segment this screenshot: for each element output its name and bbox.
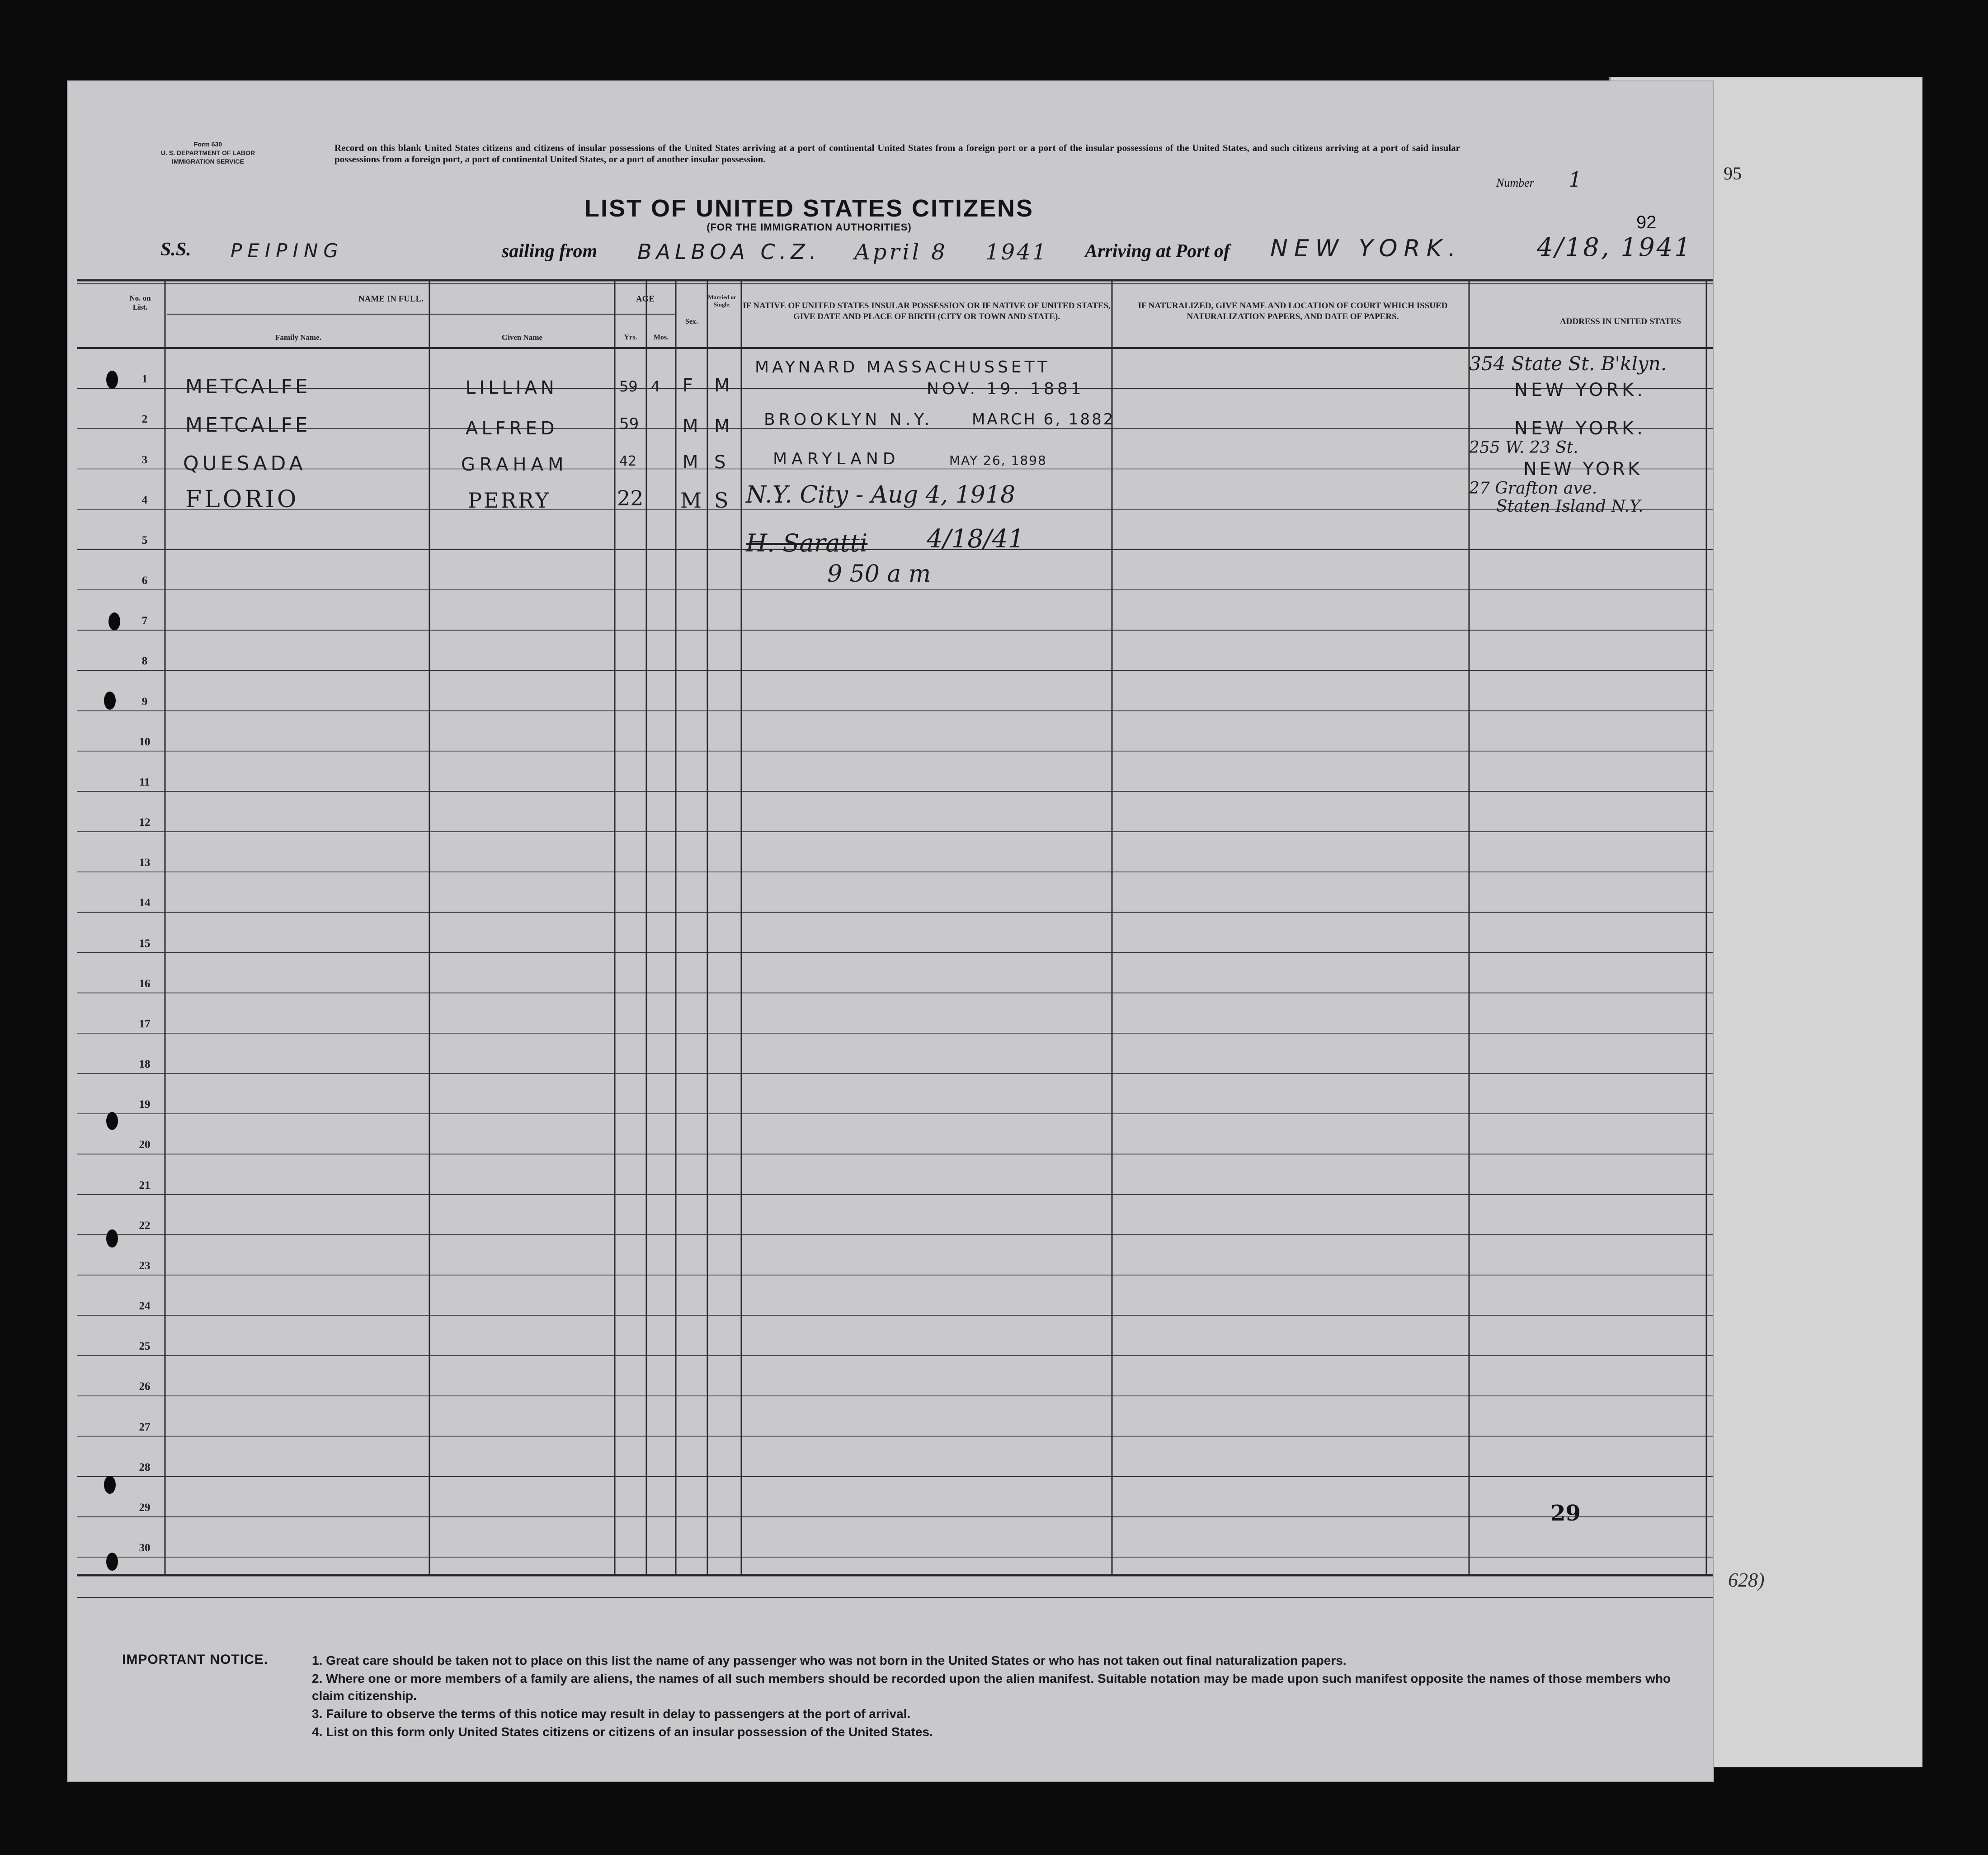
header-name-in-full: NAME IN FULL. (358, 294, 424, 304)
notice-item-1: 1. Great care should be taken not to place on this list the name of any passenger who was not born in the United States or who has not taken out final naturalization papers. (312, 1653, 1347, 1667)
punch-hole (106, 1112, 118, 1130)
punch-hole (108, 612, 120, 631)
row-number: 19 (139, 1098, 151, 1111)
row3-family: QUESADA (183, 452, 306, 475)
row2-birth-place: BROOKLYN N.Y. (764, 410, 933, 429)
year-sailed: 1941 (985, 240, 1048, 265)
row4-addr2: Staten Island N.Y. (1496, 497, 1644, 516)
row3-addr2: NEW YORK (1523, 459, 1643, 480)
record-instructions: Record on this blank United States citizens and citizens of insular possessions of the United States arriving at a port of continental United States from a foreign port or a port of the insular possessions of the United States, and such citizens arriving at a port of said insular possessions from a foreign port, a port of continental United States, or a port of another insular possession. (334, 142, 1460, 165)
manifest-table-grid (68, 81, 1713, 1781)
row4-sex: M (680, 488, 702, 513)
row2-birth-date: MARCH 6, 1882 (972, 410, 1115, 428)
punch-hole (106, 1229, 118, 1248)
service: IMMIGRATION SERVICE (172, 158, 244, 165)
header-family-name: Family Name. (275, 333, 321, 342)
row1-family: METCALFE (185, 375, 311, 398)
row-number: 18 (139, 1058, 151, 1070)
row-number: 21 (139, 1179, 151, 1191)
back-page-number: 95 (1724, 163, 1742, 184)
header-address: ADDRESS IN UNITED STATES (1559, 317, 1681, 326)
row3-given: GRAHAM (461, 454, 568, 475)
row1-age: 59 (619, 378, 638, 395)
arriving-label: Arriving at Port of (1085, 241, 1230, 262)
stamp-number: 92 (1636, 212, 1657, 232)
row-number: 9 (141, 695, 148, 708)
row-number: 28 (139, 1461, 151, 1474)
row1-sex: F (683, 375, 693, 396)
row4-family: FLORIO (185, 486, 299, 513)
number-label: Number (1496, 176, 1534, 189)
row3-age: 42 (619, 453, 637, 469)
ss-label: S.S. (160, 239, 191, 260)
row-number: 30 (139, 1542, 151, 1554)
row3-birth-date: MAY 26, 1898 (949, 453, 1047, 468)
header-no-on-list: No. on List. (129, 294, 151, 311)
inspector-signature: H. Saratti (746, 529, 868, 557)
row3-ms: S (714, 452, 726, 473)
notice-label: IMPORTANT NOTICE. (122, 1652, 269, 1667)
sailing-from-label: sailing from (502, 241, 598, 262)
row1-addr2: NEW YORK. (1514, 380, 1646, 400)
row2-sex: M (683, 416, 698, 437)
row-number: 15 (139, 937, 151, 950)
row-number: 22 (139, 1219, 151, 1232)
row1-addr1: 354 State St. B'klyn. (1469, 353, 1667, 375)
row-number: 27 (139, 1421, 151, 1433)
row-number: 3 (141, 453, 148, 466)
port-from: BALBOA C.Z. (637, 240, 821, 264)
header-age: AGE (636, 294, 655, 304)
department: U. S. DEPARTMENT OF LABOR (160, 149, 255, 156)
punch-hole (104, 692, 116, 710)
row4-birth-place: N.Y. City - Aug 4, 1918 (746, 481, 1016, 508)
page-title: LIST OF UNITED STATES CITIZENS (584, 195, 1034, 222)
row1-mos: 4 (651, 378, 660, 395)
row-number: 25 (139, 1340, 151, 1353)
row1-birth-place: MAYNARD MASSACHUSSETT (755, 358, 1051, 377)
row-number: 1 (141, 373, 148, 386)
row-number: 24 (139, 1300, 151, 1312)
page-subtitle: (FOR THE IMMIGRATION AUTHORITIES) (707, 221, 912, 233)
row-number: 10 (139, 735, 151, 748)
row-number: 4 (141, 494, 148, 506)
row1-given: LILLIAN (466, 377, 558, 398)
row2-age: 59 (619, 415, 639, 433)
page-number: 29 (1550, 1501, 1581, 1526)
row2-addr2: NEW YORK. (1514, 418, 1646, 439)
header-naturalized: IF NATURALIZED, GIVE NAME AND LOCATION OF COURT WHICH ISSUED NATURALIZATION PAPERS, AND DATE OF PAPERS. (1138, 301, 1448, 321)
row3-birth-place: MARYLAND (773, 450, 900, 468)
row-number: 13 (139, 857, 151, 869)
back-margin-mark: 628) (1728, 1569, 1765, 1591)
row-number: 16 (139, 977, 151, 990)
date-sailed: April 8 (854, 240, 948, 265)
ship-name: PEIPING (231, 240, 344, 262)
row-number-column (68, 81, 203, 1781)
row1-ms: M (714, 375, 730, 396)
notice-item-2: 2. Where one or more members of a family are aliens, the names of all such members should be recorded upon the alien manifest. Suitable notation may be made upon such manifest opposite the names of those members who claim citizenship. (312, 1671, 1671, 1703)
header-yrs: Yrs. (624, 334, 637, 341)
row-number: 2 (141, 413, 148, 426)
row-number: 11 (139, 776, 150, 788)
header-sex: Sex. (685, 318, 698, 325)
row-number: 12 (139, 816, 151, 829)
row4-addr1: 27 Grafton ave. (1469, 479, 1597, 498)
row-number: 8 (141, 655, 148, 668)
row1-birth-date: NOV. 19. 1881 (927, 380, 1084, 398)
number-value: 1 (1569, 167, 1582, 192)
row3-sex: M (683, 452, 698, 473)
form-number: Form 630 (193, 141, 222, 148)
punch-hole (106, 1553, 118, 1571)
row2-ms: M (714, 416, 730, 437)
row4-given: PERRY (468, 488, 551, 513)
header-native: IF NATIVE OF UNITED STATES INSULAR POSSESSION OR IF NATIVE OF UNITED STATES, GIVE DATE AND PLACE OF BIRTH (CITY OR TOWN AND STATE). (743, 301, 1111, 321)
row3-addr1: 255 W. 23 St. (1469, 438, 1578, 457)
row-number: 7 (141, 615, 148, 627)
row4-ms: S (714, 488, 729, 513)
row2-given: ALFRED (466, 418, 558, 439)
header-mos: Mos. (653, 334, 669, 341)
header-given-name: Given Name (501, 333, 543, 342)
row4-age: 22 (617, 486, 644, 510)
row-number: 20 (139, 1139, 151, 1151)
notice-item-3: 3. Failure to observe the terms of this notice may result in delay to passengers at the port of arrival. (312, 1707, 911, 1721)
row-number: 23 (139, 1259, 151, 1272)
row-number: 29 (139, 1501, 151, 1514)
notice-item-4: 4. List on this form only United States citizens or citizens of an insular possession of the United States. (312, 1725, 933, 1739)
header-married-single: Married or Single. (708, 294, 736, 308)
row-number: 6 (141, 574, 148, 587)
row2-family: METCALFE (185, 414, 311, 437)
inspector-time: 9 50 a m (827, 560, 931, 588)
punch-hole (106, 371, 118, 389)
arrival-date: 4/18, 1941 (1537, 233, 1692, 262)
row-number: 14 (139, 897, 151, 909)
row-number: 5 (141, 534, 148, 546)
inspector-sign-date: 4/18/41 (927, 524, 1024, 554)
punch-hole (104, 1476, 116, 1494)
row-number: 26 (139, 1380, 151, 1393)
row-number: 17 (139, 1017, 151, 1030)
port-arrival: NEW YORK. (1270, 235, 1462, 262)
